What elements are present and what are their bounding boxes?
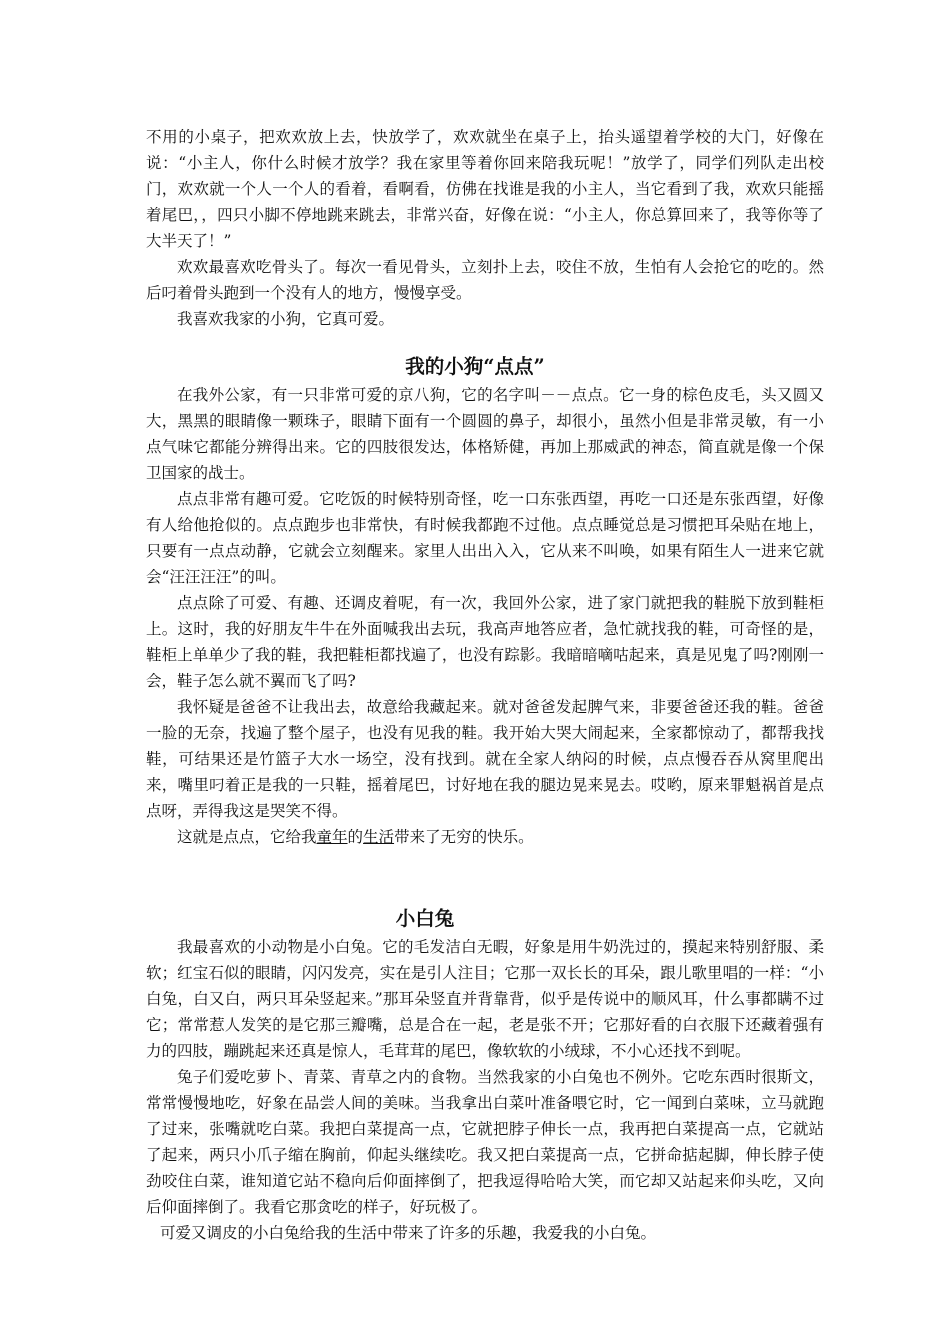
story2-p5-text-c: 带来了无穷的快乐。 (394, 828, 534, 846)
story2-title: 我的小狗“点点” (405, 355, 545, 378)
story1-paragraph-2: 欢欢最喜欢吃骨头了。每次一看见骨头，立刻扑上去，咬住不放，生怕有人会抢它的吃的。然后叼着骨头跑到一个没有人的地方，慢慢享受。 (146, 258, 824, 302)
childhood-link[interactable]: 童年 (316, 828, 348, 846)
story2-paragraph-3: 点点除了可爱、有趣、还调皮着呢，有一次，我回外公家，进了家门就把我的鞋脱下放到鞋柜上。这时，我的好朋友牛牛在外面喊我出去玩，我高声地答应者，急忙就找我的鞋，可奇怪的是，鞋柜上单单少了我的鞋，我把鞋柜都找遍了，也没有踪影。我暗暗嘀咕起来，真是见鬼了吗?刚刚一会，鞋子怎么就不翼而飞了吗? (146, 594, 824, 690)
story3-paragraph-3: 可爱又调皮的小白兔给我的生活中带来了许多的乐趣，我爱我的小白兔。 (160, 1224, 657, 1242)
story2-paragraph-1: 在我外公家，有一只非常可爱的京八狗，它的名字叫－－点点。它一身的棕色皮毛，头又圆又大，黑黑的眼睛像一颗珠子，眼睛下面有一个圆圆的鼻子，却很小，虽然小但是非常灵敏，有一小点气味它都能分辨得出来。它的四肢很发达，体格矫健，再加上那威武的神态，简直就是像一个保卫国家的战士。 (146, 386, 824, 482)
story3-paragraph-2: 兔子们爱吃萝卜、青菜、青草之内的食物。当然我家的小白兔也不例外。它吃东西时很斯文，常常慢慢地吃，好象在品尝人间的美味。当我拿出白菜叶准备喂它时，它一闻到白菜味，立马就跑了过来，张嘴就吃白菜。我把白菜提高一点，它就把脖子伸长一点，我再把白菜提高一点，它就站了起来，两只小爪子缩在胸前，仰起头继续吃。我又把白菜提高一点，它拼命掂起脚，伸长脖子使劲咬住白菜，谁知道它站不稳向后仰面摔倒了，把我逗得哈哈大笑，而它却又站起来仰头吃，又向后仰面摔倒了。我看它那贪吃的样子，好玩极了。 (146, 1068, 824, 1216)
story2-p5-text-b: 的 (347, 828, 364, 846)
story2-paragraph-5 (146, 824, 824, 850)
story3-paragraph-1: 我最喜欢的小动物是小白兔。它的毛发洁白无暇，好象是用牛奶洗过的，摸起来特别舒服、柔软；红宝石似的眼睛，闪闪发亮，实在是引人注目；它那一双长长的耳朵，跟儿歌里唱的一样：“小白兔，白又白，两只耳朵竖起来。”那耳朵竖直并背靠背，似乎是传说中的顺风耳，什么事都瞒不过它；常常惹人发笑的是它那三瓣嘴，总是合在一起，老是张不开；它那好看的白衣服下还藏着强有力的四肢，蹦跳起来还真是惊人，毛茸茸的尾巴，像软软的小绒球，不小心还找不到呢。 (146, 938, 824, 1060)
story3-title: 小白兔 (395, 907, 455, 930)
story1-paragraph-3: 我喜欢我家的小狗，它真可爱。 (177, 310, 395, 328)
story1-paragraph-1: 不用的小桌子，把欢欢放上去，快放学了，欢欢就坐在桌子上，抬头遥望着学校的大门，好像在说：“小主人，你什么时候才放学？我在家里等着你回来陪我玩呢！”放学了，同学们列队走出校门，欢欢就一个人一个人的看着，看啊看，仿佛在找谁是我的小主人，当它看到了我，欢欢只能摇着尾巴，，四只小脚不停地跳来跳去，非常兴奋，好像在说：“小主人，你总算回来了，我等你等了大半天了！” (146, 128, 824, 250)
story2-paragraph-2: 点点非常有趣可爱。它吃饭的时候特别奇怪，吃一口东张西望，再吃一口还是东张西望，好像有人给他抢似的。点点跑步也非常快，有时候我都跑不过他。点点睡觉总是习惯把耳朵贴在地上，只要有一点点动静，它就会立刻醒来。家里人出出入入，它从来不叫唤，如果有陌生人一进来它就会“汪汪汪汪”的叫。 (146, 490, 824, 586)
story2-p5-text-a: 这就是点点，它给我 (177, 828, 317, 846)
story2-paragraph-4: 我怀疑是爸爸不让我出去，故意给我藏起来。就对爸爸发起脾气来，非要爸爸还我的鞋。爸爸一脸的无奈，找遍了整个屋子，也没有见我的鞋。我开始大哭大闹起来，全家都惊动了，都帮我找鞋，可结果还是竹篮子大水一场空，没有找到。就在全家人纳闷的时候，点点慢吞吞从窝里爬出来，嘴里叼着正是我的一只鞋，摇着尾巴，讨好地在我的腿边晃来晃去。哎哟，原来罪魁祸首是点点呀，弄得我这是哭笑不得。 (146, 698, 824, 820)
life-link[interactable]: 生活 (363, 828, 395, 846)
document-page (146, 124, 824, 1246)
